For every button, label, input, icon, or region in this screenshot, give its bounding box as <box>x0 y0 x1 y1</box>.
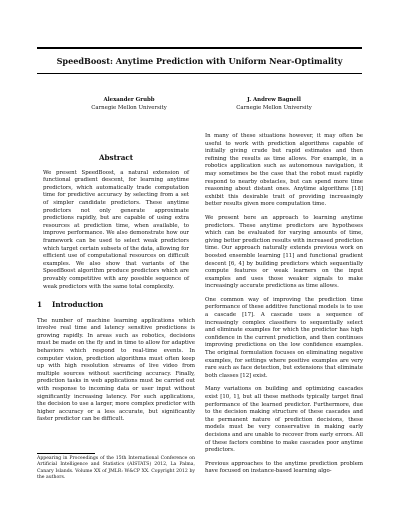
left-column <box>37 154 195 430</box>
author-1 <box>64 97 194 112</box>
footnote-rule <box>37 453 95 454</box>
author-1-affiliation: Carnegie Mellon University <box>91 104 167 111</box>
paper-title: SpeedBoost: Anytime Prediction with Uniform Near-Optimality <box>56 56 343 66</box>
section-1-heading <box>37 301 195 309</box>
title-top-rule <box>37 47 362 49</box>
author-2 <box>209 97 339 112</box>
right-column <box>205 133 363 482</box>
right-paragraph-2: We present here an approach to learning anytime predictors. These anytime predictors are hypotheses which can be evaluated for varying amounts of time, giving better prediction results with increased prediction time. Our approach naturally extends previous work on boosted ensemble learning [11] and functional gradient descent [6, 4] by building predictors which sequentially compute features or weak learners on the input examples and uses those weaker signals to make increasingly accurate predictions as time allows. <box>205 214 363 290</box>
intro-paragraph: The number of machine learning applications which involve real time and latency sensitive predictions is growing rapidly. In areas such as robotics, decisions must be made on the fly and in time to allow for adaptive behaviors which respond to real-time events. In computer vision, prediction algorithms must often keep up with high resolution streams of live video from multiple sources without sacrificing accuracy. Finally, prediction tasks in web applications must be carried out with response to incoming data or user input without significantly increasing latency. For such applications, the decision to use a larger, more complex predictor with higher accuracy or a less accurate, but significantly faster predictor can be difficult. <box>37 317 195 423</box>
author-2-name: J. Andrew Bagnell <box>247 97 301 103</box>
footnote: Appearing in Proceedings of the 15th International Conference on Artificial Intelligence and Statistics (AISTATS) 2012, La Palma, Canary Islands. Volume XX of JMLR: W&CP XX. Copyright 2012 by the authors. <box>37 456 195 481</box>
right-paragraph-3: One common way of improving the prediction time performance of these additive functional models is to use a cascade [17]. A cascade uses a sequence of increasingly complex classifiers to sequentially select and eliminate examples for which the predictor has high confidence in the current prediction, and then continues improving predictions on the low confidence examples. The original formulation focuses on eliminating negative examples, for settings where positive examples are very rare such as face detection, but extensions that eliminate both classes [12] exist. <box>205 296 363 379</box>
abstract-heading: Abstract <box>98 153 134 162</box>
right-paragraph-4: Many variations on building and optimizing cascades exist [10, 1], but all these methods typically target final performance of the learned predictor. Furthermore, due to the decision making structure of these cascades and the permanent nature of prediction decisions, these models must be very conservative in making early decisions and are unable to recover from early errors. All of these factors combine to make cascades poor anytime predictors. <box>205 386 363 454</box>
abstract-text: We present SpeedBoost, a natural extension of functional gradient descent, for learning anytime predictors, which automatically trade computation time for predictive accuracy by selecting from a set of simpler candidate predictors. These anytime predictors not only generate approximate predictions rapidly, but are capable of using extra resources at prediction time, when available, to improve performance. We also demonstrate how our framework can be used to select weak predictors which target certain subsets of the data, allowing for efficient use of computational resources on difficult examples. We also show that variants of the SpeedBoost algorithm produce predictors which are provably competitive with any possible sequence of weak predictors with the same total complexity. <box>43 169 189 290</box>
author-1-name: Alexander Grubb <box>103 97 155 103</box>
right-paragraph-1: In many of these situations however, it may often be useful to work with prediction algorithms capable of initially giving crude but rapid estimates and then refining the results as time allows. For example, in a robotics application such as autonomous navigation, it may sometimes be the case that the robot must rapidly respond to nearby obstacles, but can spend more time reasoning about distant ones. Anytime algorithms [18] exhibit this desirable trait of providing increasingly better results given more computation time. <box>205 133 363 208</box>
right-paragraph-5: Previous approaches to the anytime prediction problem have focused on instance-based learning algo- <box>205 460 363 475</box>
author-2-affiliation: Carnegie Mellon University <box>236 104 312 111</box>
section-1-title: Introduction <box>52 300 104 310</box>
section-1-number: 1 <box>37 300 43 310</box>
title-bottom-rule <box>37 73 362 74</box>
